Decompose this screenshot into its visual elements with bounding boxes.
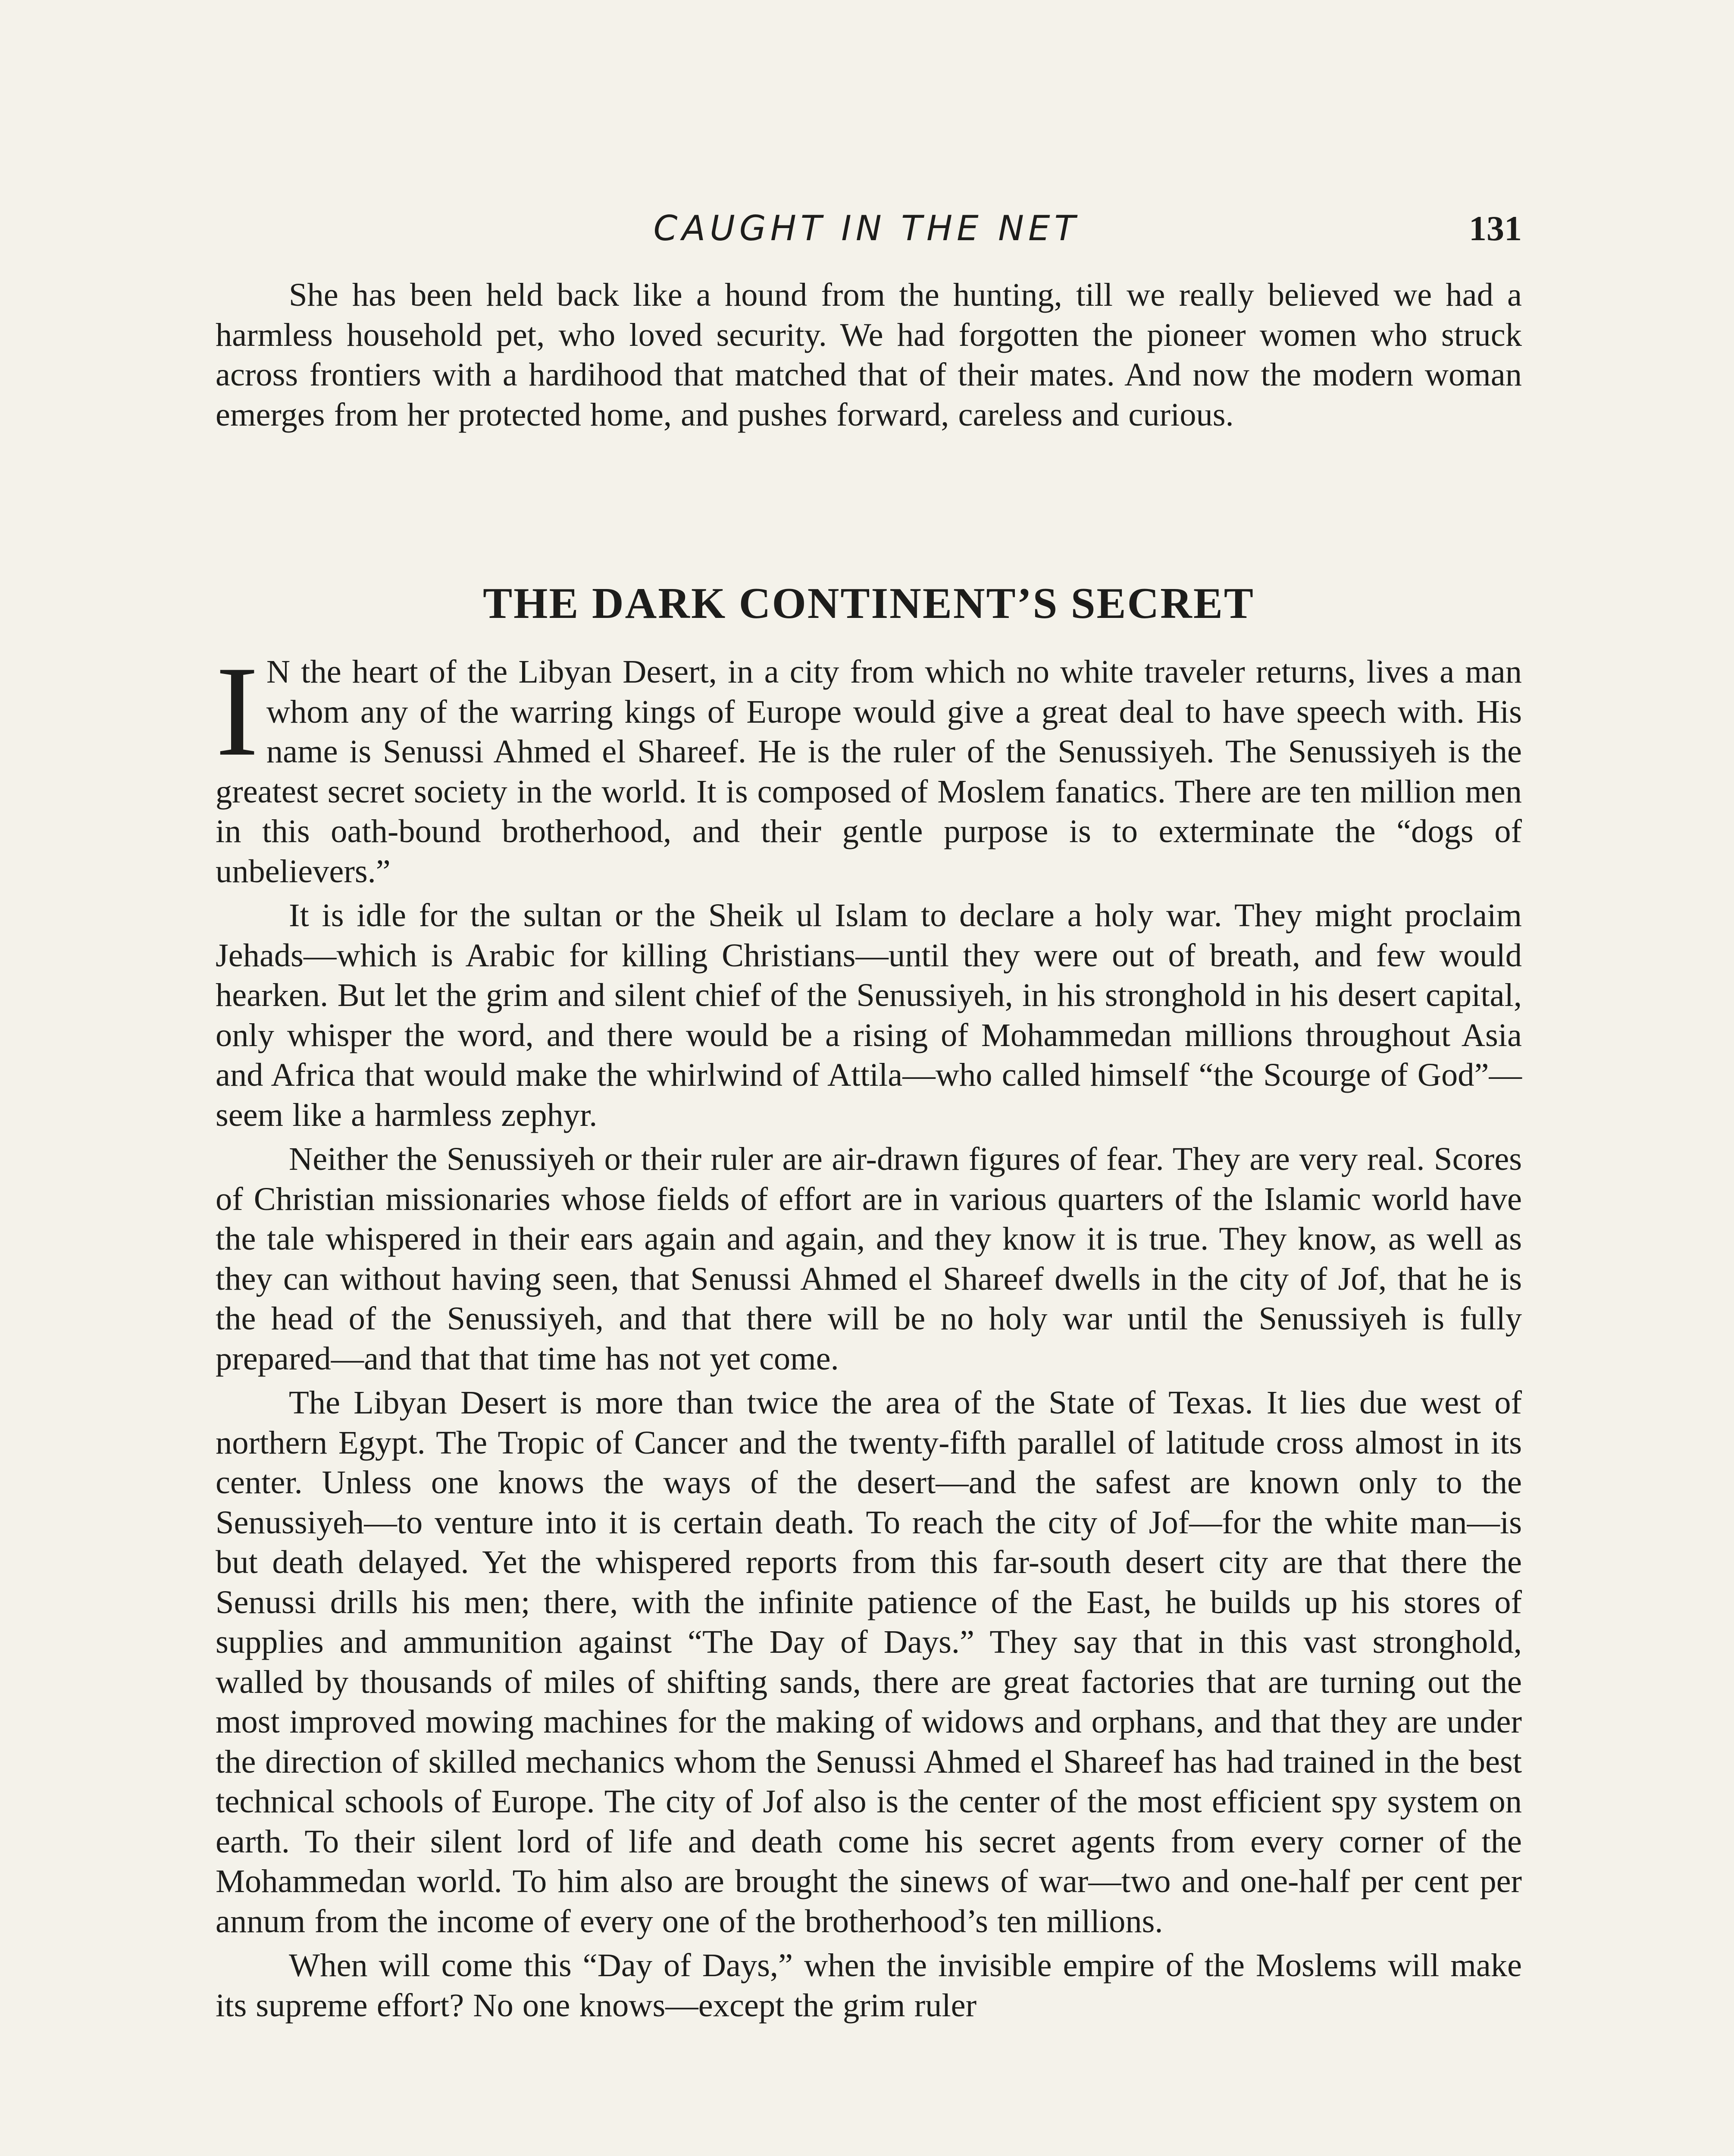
intro-paragraph: She has been held back like a hound from the hunting, till we really believed we had a harmless household pet, who loved security. We had forgotten the pioneer women who struck across frontiers with a hardihood that matched that of their mates. And now the modern woman emerges from her protected home, and pushes forward, careless and curious.	[216, 276, 1522, 433]
drop-cap: I	[216, 639, 259, 783]
first-paragraph-text: N the heart of the Libyan Desert, in a city from which no white traveler returns, lives a man whom any of the warring kings of Europe would give a great deal to have speech with. His name is Senussi Ahmed el Shareef. He is the ruler of the Senussiyeh. The Senussiyeh is the greatest secret society in the world. It is composed of Moslem fanatics. There are ten million men in this oath-bound brotherhood, and their gentle purpose is to exterminate the “dogs of unbelievers.”	[216, 653, 1522, 890]
running-head	[211, 203, 1522, 254]
paragraph-day-of-days: When will come this “Day of Days,” when the invisible empire of the Moslems will make its supreme effort? No one knows—except the grim ruler	[216, 1947, 1522, 2024]
paragraph-senussiyeh-real: Neither the Senussiyeh or their ruler are air-drawn figures of fear. They are very real. Scores of Christian missionaries whose fields of effort are in various quarters of the Islamic world have the tale whispered in their ears again and again, and they know it is true. They know, as well as they can without having seen, that Senussi Ahmed el Shareef dwells in the city of Jof, that he is the head of the Senussiyeh, and that there will be no holy war until the Senussiyeh is fully prepared—and that that time has not yet come.	[216, 1141, 1522, 1377]
page-number: 131	[1469, 209, 1522, 248]
paragraph-holy-war: It is idle for the sultan or the Sheik ul Islam to declare a holy war. They might proclaim Jehads—which is Arabic for killing Christians—until they were out of breath, and few would hearken. But let the grim and silent chief of the Senussiyeh, in his stronghold in his desert capital, only whisper the word, and there would be a rising of Mohammedan millions throughout Asia and Africa that would make the whirlwind of Attila—who called himself “the Scourge of God”—seem like a harmless zephyr.	[216, 897, 1522, 1133]
running-title: CAUGHT IN THE NET	[653, 208, 1080, 248]
first-paragraph	[216, 639, 1522, 891]
paragraph-libyan-desert: The Libyan Desert is more than twice the area of the State of Texas. It lies due west of northern Egypt. The Tropic of Cancer and the twenty-fifth parallel of latitude cross almost in its center. Unless one knows the ways of the desert—and the safest are known only to the Senussiyeh—to venture into it is certain death. To reach the city of Jof—for the white man—is but death delayed. Yet the whispered reports from this far-south desert city are that there the Senussi drills his men; there, with the infinite patience of the East, he builds up his stores of supplies and ammunition against “The Day of Days.” They say that in this vast stronghold, walled by thousands of miles of shifting sands, there are great factories that are turning out the most improved mowing machines for the making of widows and orphans, and that they are under the direction of skilled mechanics whom the Senussi Ahmed el Shareef has had trained in the best technical schools of Europe. The city of Jof also is the center of the most efficient spy system on earth. To their silent lord of life and death come his secret agents from every corner of the Mohammedan world. To him also are brought the sinews of war—two and one-half per cent per annum from the income of every one of the brotherhood’s ten millions.	[216, 1384, 1522, 1940]
intro-section	[216, 275, 1522, 435]
article-body	[216, 639, 1522, 2025]
article-heading: THE DARK CONTINENT’S SECRET	[483, 579, 1255, 628]
